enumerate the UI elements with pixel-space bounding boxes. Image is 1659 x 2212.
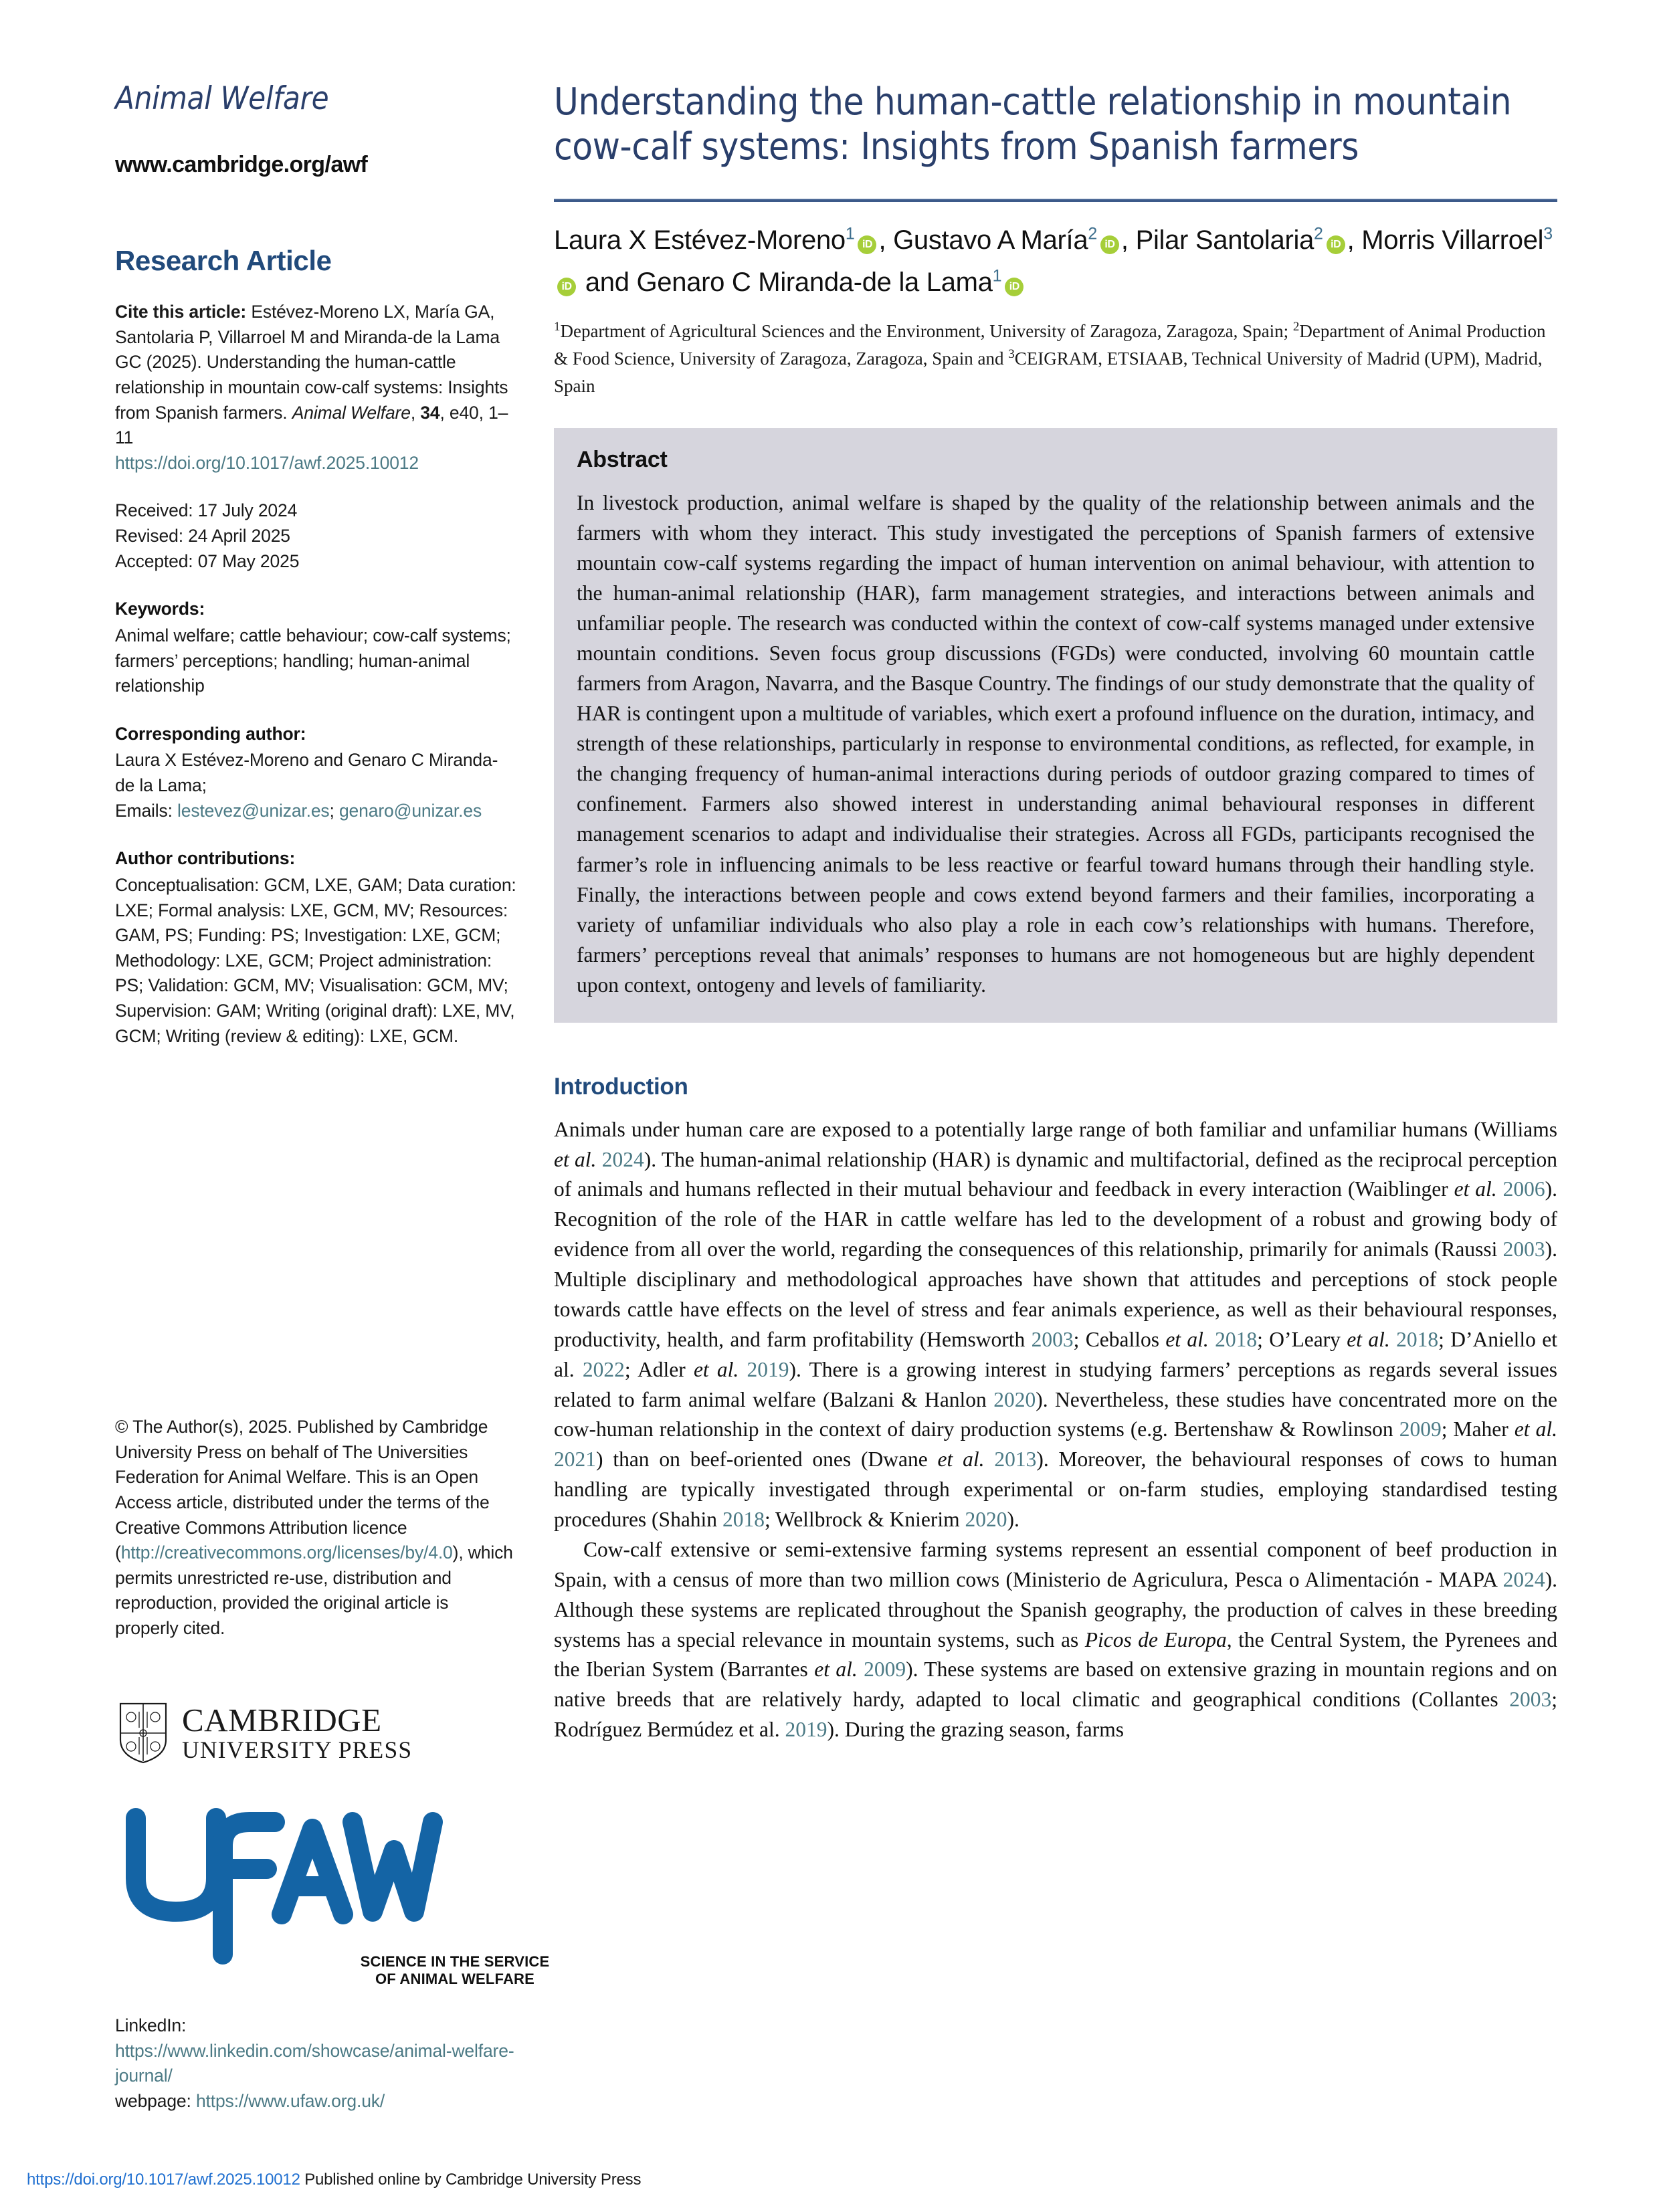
ufaw-tagline [345, 1953, 565, 1988]
author-name: Genaro C Miranda-de la Lama [636, 267, 993, 297]
affiliations [554, 318, 1557, 400]
text-run: , the Central System, the Pyrenees and the Iberian System (Barrantes [554, 1627, 1558, 1682]
footer-doi-link[interactable]: https://doi.org/10.1017/awf.2025.10012 [27, 2171, 300, 2189]
revised-date: Revised: 24 April 2025 [115, 526, 290, 546]
author-separator: and [578, 267, 637, 297]
title-divider [554, 199, 1557, 202]
text-run: ). Recognition of the role of the HAR in cattle welfare has led to the development of a robust and growing body of evidence from all over the world, regarding the consequences of this relationship, primarily for animals (Raussi [554, 1177, 1557, 1262]
italic-text: et al. [554, 1147, 597, 1171]
keywords-block [115, 597, 516, 699]
affiliation-text: Department of Animal Production & Food Science, University of Zaragoza, Zaragoza, Spain and [554, 321, 1546, 369]
page-title: Understanding the human-cattle relationship in mountain cow-calf systems: Insights from Spanish farmers [554, 80, 1512, 169]
ufaw-tagline-line-1: SCIENCE IN THE SERVICE [360, 1953, 550, 1970]
orcid-icon[interactable]: iD [1327, 235, 1345, 254]
text-run: ; Ceballos [1073, 1327, 1166, 1351]
text-run: ) than on beef-oriented ones (Dwane [596, 1447, 938, 1472]
affiliation-text: Department of Agricultural Sciences and the Environment, University of Zaragoza, Zaragoza, Spain; [560, 321, 1293, 342]
citation-link[interactable]: 2018 [1396, 1327, 1439, 1351]
citation-link[interactable]: 2003 [1031, 1327, 1074, 1351]
cite-volume: 34 [420, 402, 440, 423]
text-run: ). The human-animal relationship (HAR) is dynamic and multifactorial, defined as the reciprocal perception of animals and humans reflected in their mutual behaviour and feedback in every interaction (Waiblinger [554, 1147, 1557, 1201]
accepted-date: Accepted: 07 May 2025 [115, 550, 300, 571]
citation-link[interactable]: 2009 [1399, 1417, 1442, 1441]
text-run: ). Moreover, the behavioural responses of cows to human handling are typically investigated through experimental or on-farm studies, employing standardised testing procedures (Shahin [554, 1447, 1558, 1532]
text-run: ; O’Leary [1257, 1327, 1347, 1351]
orcid-icon[interactable]: iD [858, 235, 876, 254]
author-contributions-label: Author contributions: [115, 848, 296, 869]
corresponding-author-block [115, 722, 516, 824]
abstract-section [554, 428, 1557, 1023]
emails-line [115, 799, 516, 824]
text-run: ). These systems are based on extensive grazing in mountain regions and on native breeds that are relatively hardy, adapted to local climatic and geographical conditions (Collantes [554, 1657, 1557, 1712]
citation-link[interactable]: 2006 [1502, 1177, 1545, 1201]
affiliation-text: CEIGRAM, ETSIAAB, Technical University of Madrid (UPM), Madrid, Spain [554, 348, 1543, 397]
cup-line-2: UNIVERSITY PRESS [182, 1736, 413, 1764]
italic-text: et al. [937, 1447, 985, 1472]
copyright-text-2: ), which permits unrestricted re-use, distribution and reproduction, provided the original article is properly cited. [115, 1542, 513, 1638]
author-name: Laura X Estévez-Moreno [554, 225, 846, 256]
section-heading-introduction: Introduction [554, 1073, 688, 1100]
orcid-icon[interactable]: iD [557, 278, 576, 296]
text-run: Cow-calf extensive or semi-extensive farming systems represent an essential component of beef production in Spain, with a census of more than two million cows (Ministerio de Agriculura, Pesca o Alimentación - MAPA [554, 1537, 1557, 1591]
italic-text: et al. [1454, 1177, 1497, 1201]
cambridge-shield-icon [119, 1702, 167, 1764]
copyright-block [115, 1415, 516, 1641]
author-separator: , [1347, 225, 1362, 256]
cup-line-1: CAMBRIDGE [182, 1702, 382, 1739]
email-separator: ; [329, 800, 339, 821]
author-affiliation-marker: 2 [1088, 224, 1097, 243]
cite-text: Estévez-Moreno LX, María GA, Santolaria P, Villarroel M and Miranda-de la Lama GC (2025). Understanding the human-cattle relationship in mountain cow-calf systems: Insights from Spanish farmers. [115, 302, 508, 423]
citation-link[interactable]: 2022 [582, 1357, 625, 1381]
keywords-text: Animal welfare; cattle behaviour; cow-calf systems; farmers’ perceptions; handling; human-animal relationship [115, 625, 511, 696]
text-run: ; Rodríguez Bermúdez et al. [554, 1688, 1557, 1742]
author-name: Pilar Santolaria [1135, 225, 1314, 256]
citation-link[interactable]: 2019 [747, 1357, 789, 1381]
affiliation-marker: 3 [1008, 347, 1015, 362]
text-run [1209, 1328, 1215, 1351]
cite-journal: Animal Welfare [292, 402, 411, 423]
cambridge-wordmark [182, 1704, 412, 1763]
cite-pages: , e40, 1–11 [115, 402, 508, 448]
article-type-label: Research Article [115, 245, 332, 276]
sidebar-links [115, 2013, 516, 2114]
email-link-1[interactable]: lestevez@unizar.es [177, 800, 330, 821]
citation-link[interactable]: 2018 [1215, 1327, 1258, 1351]
italic-text: et al. [814, 1657, 858, 1682]
text-run: ). There is a growing interest in studying farmers’ perceptions as regards several issues related to farm animal welfare (Balzani & Hanlon [554, 1357, 1557, 1411]
introduction-body [554, 1115, 1557, 1745]
text-run: ). During the grazing season, farms [827, 1718, 1125, 1742]
text-run [1497, 1177, 1503, 1201]
sidebar [115, 80, 516, 1072]
citation-link[interactable]: 2024 [601, 1147, 644, 1171]
author-separator: , [878, 225, 894, 256]
cc-licence-link[interactable]: http://creativecommons.org/licenses/by/4.0 [120, 1542, 453, 1563]
citation-link[interactable]: 2013 [994, 1447, 1037, 1472]
citation-link[interactable]: 2020 [965, 1508, 1007, 1532]
citation-link[interactable]: 2020 [993, 1387, 1036, 1411]
author-affiliation-marker: 1 [845, 224, 855, 243]
italic-text: et al. [693, 1357, 739, 1381]
linkedin-label: LinkedIn: [115, 2015, 187, 2035]
copyright-text-1: © The Author(s), 2025. Published by Cambridge University Press on behalf of The Universities Federation for Animal Welfare. This is an Open Access article, distributed under the terms of the Creative Commons Attribution licence ( [115, 1417, 490, 1563]
text-run: ). [1007, 1508, 1019, 1532]
text-run: ; Wellbrock & Knierim [764, 1508, 965, 1532]
citation-link[interactable]: 2018 [722, 1508, 765, 1532]
cite-label: Cite this article: [115, 302, 247, 322]
citation-link[interactable]: 2003 [1509, 1688, 1552, 1712]
emails-label: Emails: [115, 800, 178, 821]
author-separator: , [1120, 225, 1136, 256]
text-run: Animals under human care are exposed to a potentially large range of both familiar and unfamiliar humans (Williams [554, 1117, 1557, 1141]
italic-text: Picos de Europa [1084, 1627, 1227, 1651]
text-run: ; Maher [1441, 1417, 1515, 1441]
citation-block [115, 300, 516, 476]
text-run [858, 1657, 864, 1681]
received-date: Received: 17 July 2024 [115, 500, 298, 521]
cite-volume-sep: , [410, 402, 421, 423]
cambridge-university-press-logo [119, 1702, 412, 1764]
author-contributions-block [115, 846, 516, 1049]
email-link-2[interactable]: genaro@unizar.es [338, 800, 482, 821]
ufaw-logo [117, 1799, 550, 1993]
author-contributions-text: Conceptualisation: GCM, LXE, GAM; Data curation: LXE; Formal analysis: LXE, GCM, MV; Resources: GAM, PS; Funding: PS; Investigation: LXE, GCM; Methodology: LXE, GCM; Project administration: PS; Validation: GCM, MV; Visualisation: GCM, MV; Supervision: GAM; Writing (original draft): LXE, MV, GCM; Writing (review & editing): LXE, GCM. [115, 874, 516, 1046]
citation-link[interactable]: 2009 [864, 1657, 906, 1682]
orcid-icon[interactable]: iD [1100, 235, 1119, 254]
text-run: ). Nevertheless, these studies have concentrated more on the cow-human relationship in the context of dairy production systems (e.g. Bertenshaw & Rowlinson [554, 1387, 1557, 1441]
abstract-heading: Abstract [577, 447, 668, 473]
citation-link[interactable]: 2003 [1502, 1237, 1545, 1262]
citation-link[interactable]: 2024 [1502, 1567, 1545, 1591]
italic-text: et al. [1165, 1327, 1209, 1351]
corresponding-author-names: Laura X Estévez-Moreno and Genaro C Miranda-de la Lama; [115, 750, 498, 795]
affiliation-marker: 1 [554, 320, 561, 334]
orcid-icon[interactable]: iD [1005, 278, 1023, 296]
cite-doi-link[interactable]: https://doi.org/10.1017/awf.2025.10012 [115, 452, 419, 473]
ufaw-wordmark-icon [117, 1799, 452, 1967]
italic-text: et al. [1347, 1327, 1390, 1351]
author-name: Morris Villarroel [1361, 225, 1544, 256]
author-list [554, 219, 1557, 303]
dates-block [115, 498, 516, 574]
webpage-url-link[interactable]: https://www.ufaw.org.uk/ [195, 2090, 385, 2111]
paragraph [554, 1115, 1557, 1535]
italic-text: et al. [1514, 1417, 1557, 1441]
abstract-text: In livestock production, animal welfare is shaped by the quality of the relationship between animals and the farmers with whom they interact. This study investigated the perceptions of Spanish farmers of extensive mountain cow-calf systems regarding the impact of human intervention on animal behaviour, with attention to the human-animal relationship (HAR), farm management strategies, and interactions between animals and unfamiliar people. The research was conducted within the context of cow-calf systems managed under extensive mountain conditions. Seven focus group discussions (FGDs) were conducted, involving 60 mountain cattle farmers from Aragon, Navarra, and the Basque Country. The findings of our study demonstrate that the quality of HAR is contingent upon a multitude of variables, which exert a profound influence on the duration, intimacy, and strength of these relationships, particularly in response to environmental conditions, as reflected, for example, in the changing frequency of human-animal interactions during periods of outdoor grazing compared to times of confinement. Farmers also showed interest in understanding animal behavioural responses in different management scenarios to adapt and individualise their strategies. Across all FGDs, participants recognised the farmer’s role in influencing animals to be less reactive or fearful toward humans through their handling style. Finally, the interactions between people and cows extend beyond farmers and their families, incorporating a variety of unfamiliar individuals who also play a role in each cow’s relationships with humans. Therefore, farmers’ perceptions reveal that animals’ responses to humans are not homogeneous but are highly dependent upon context, ontogeny and levels of familiarity. [577, 491, 1535, 997]
author-affiliation-marker: 3 [1543, 224, 1553, 243]
linkedin-url-link[interactable]: https://www.linkedin.com/showcase/animal-welfare-journal/ [115, 2040, 514, 2086]
page-footer [27, 2171, 641, 2189]
text-run [1390, 1328, 1396, 1351]
corresponding-author-label: Corresponding author: [115, 723, 306, 744]
author-affiliation-marker: 2 [1314, 224, 1323, 243]
webpage-label: webpage: [115, 2090, 196, 2111]
citation-link[interactable]: 2019 [785, 1718, 827, 1742]
author-affiliation-marker: 1 [992, 266, 1002, 286]
ufaw-tagline-line-2: OF ANIMAL WELFARE [375, 1970, 535, 1987]
footer-published-text: Published online by Cambridge University Press [300, 2171, 642, 2189]
text-run: ; Adler [624, 1357, 694, 1381]
citation-link[interactable]: 2021 [554, 1447, 596, 1472]
journal-title: Animal Welfare [115, 80, 329, 117]
text-run: ). Although these systems are replicated throughout the Spanish geography, the production of calves in these breeding systems has a special relevance in mountain systems, such as [554, 1567, 1557, 1651]
affiliation-marker: 2 [1292, 320, 1300, 334]
text-run [739, 1358, 747, 1381]
paragraph [554, 1535, 1557, 1745]
text-run: ; D’Aniello et al. [554, 1327, 1558, 1381]
journal-url[interactable]: www.cambridge.org/awf [115, 152, 368, 177]
text-run: ). Multiple disciplinary and methodological approaches have shown that attitudes and perceptions of stock people towards cattle have effects on the level of stress and fear animals experience, as well as their behavioural responses, productivity, health, and farm profitability (Hemsworth [554, 1237, 1557, 1351]
main-column [554, 80, 1557, 1745]
text-run [985, 1447, 995, 1471]
keywords-label: Keywords: [115, 599, 205, 619]
text-run [596, 1148, 601, 1171]
author-name: Gustavo A María [893, 225, 1088, 256]
